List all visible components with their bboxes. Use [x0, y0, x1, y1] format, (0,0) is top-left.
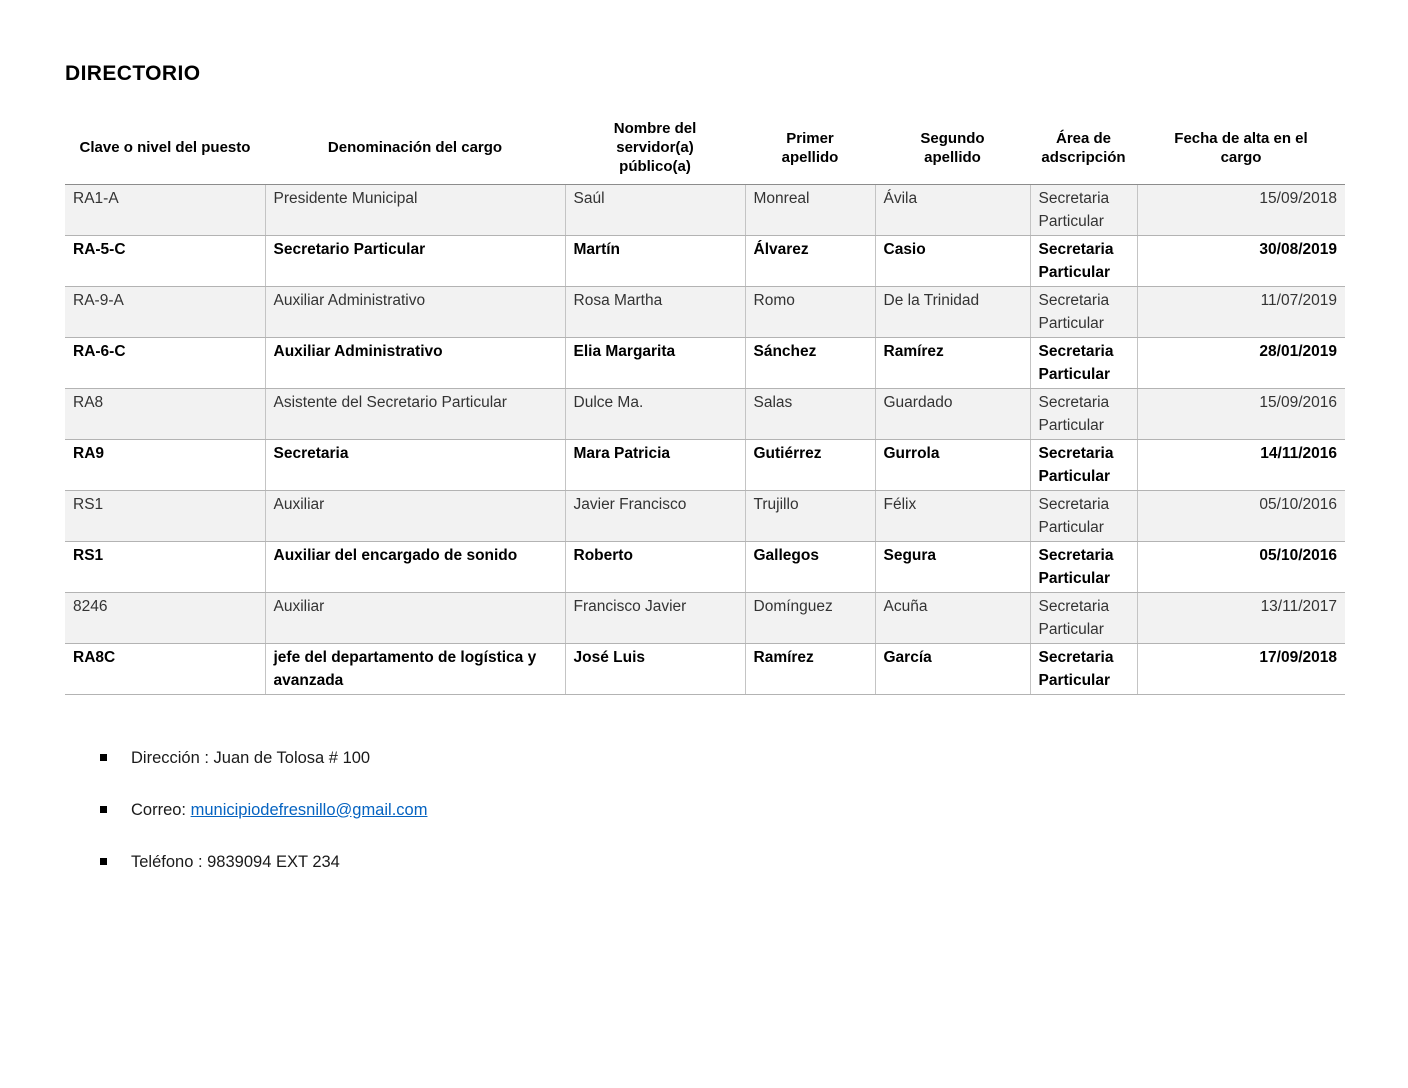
square-bullet-icon: [100, 858, 107, 865]
column-header-segundo: Segundo apellido: [875, 112, 1030, 184]
phone-text: Teléfono : 9839094 EXT 234: [131, 852, 340, 871]
square-bullet-icon: [100, 806, 107, 813]
column-header-nombre: Nombre del servidor(a) público(a): [565, 112, 745, 184]
table-row: [65, 337, 1345, 388]
cell-clave: RA-6-C: [65, 337, 265, 388]
cell-cargo: Presidente Municipal: [265, 184, 565, 235]
cell-area: Secretaria Particular: [1030, 337, 1137, 388]
cell-primer: Ramírez: [745, 643, 875, 694]
cell-primer: Gallegos: [745, 541, 875, 592]
cell-nombre: Elia Margarita: [565, 337, 745, 388]
cell-nombre: Javier Francisco: [565, 490, 745, 541]
cell-area: Secretaria Particular: [1030, 184, 1137, 235]
cell-nombre: Francisco Javier: [565, 592, 745, 643]
cell-nombre: Saúl: [565, 184, 745, 235]
column-header-primer: Primer apellido: [745, 112, 875, 184]
cell-fecha: 13/11/2017: [1137, 592, 1345, 643]
email-label: Correo:: [131, 800, 191, 819]
list-item-email: [100, 799, 1345, 821]
cell-segundo: De la Trinidad: [875, 286, 1030, 337]
column-header-clave: Clave o nivel del puesto: [65, 112, 265, 184]
cell-segundo: García: [875, 643, 1030, 694]
cell-clave: RA8: [65, 388, 265, 439]
cell-cargo: Secretaria: [265, 439, 565, 490]
cell-nombre: José Luis: [565, 643, 745, 694]
column-header-area: Área de adscripción: [1030, 112, 1137, 184]
directory-table-body: [65, 184, 1345, 694]
table-row: [65, 592, 1345, 643]
cell-fecha: 05/10/2016: [1137, 541, 1345, 592]
column-header-fecha: Fecha de alta en el cargo: [1137, 112, 1345, 184]
cell-nombre: Mara Patricia: [565, 439, 745, 490]
cell-segundo: Félix: [875, 490, 1030, 541]
cell-fecha: 15/09/2016: [1137, 388, 1345, 439]
list-item-phone: [100, 851, 1345, 873]
list-item-address: [100, 747, 1345, 769]
cell-primer: Sánchez: [745, 337, 875, 388]
cell-segundo: Ramírez: [875, 337, 1030, 388]
cell-cargo: Auxiliar Administrativo: [265, 286, 565, 337]
table-row: [65, 388, 1345, 439]
column-header-cargo: Denominación del cargo: [265, 112, 565, 184]
cell-cargo: Auxiliar Administrativo: [265, 337, 565, 388]
cell-area: Secretaria Particular: [1030, 235, 1137, 286]
cell-primer: Trujillo: [745, 490, 875, 541]
directory-table: [65, 112, 1345, 695]
cell-nombre: Dulce Ma.: [565, 388, 745, 439]
cell-clave: RS1: [65, 490, 265, 541]
table-row: [65, 541, 1345, 592]
email-link[interactable]: municipiodefresnillo@gmail.com: [190, 800, 428, 819]
square-bullet-icon: [100, 754, 107, 761]
cell-fecha: 05/10/2016: [1137, 490, 1345, 541]
cell-area: Secretaria Particular: [1030, 286, 1137, 337]
table-row: [65, 184, 1345, 235]
cell-primer: Gutiérrez: [745, 439, 875, 490]
cell-area: Secretaria Particular: [1030, 490, 1137, 541]
table-row: [65, 286, 1345, 337]
table-row: [65, 439, 1345, 490]
cell-fecha: 14/11/2016: [1137, 439, 1345, 490]
cell-fecha: 11/07/2019: [1137, 286, 1345, 337]
cell-area: Secretaria Particular: [1030, 439, 1137, 490]
cell-clave: RA9: [65, 439, 265, 490]
cell-cargo: Auxiliar: [265, 592, 565, 643]
cell-nombre: Rosa Martha: [565, 286, 745, 337]
cell-cargo: Auxiliar: [265, 490, 565, 541]
cell-segundo: Ávila: [875, 184, 1030, 235]
cell-area: Secretaria Particular: [1030, 541, 1137, 592]
cell-primer: Domínguez: [745, 592, 875, 643]
cell-cargo: Secretario Particular: [265, 235, 565, 286]
cell-primer: Álvarez: [745, 235, 875, 286]
cell-segundo: Acuña: [875, 592, 1030, 643]
cell-primer: Salas: [745, 388, 875, 439]
cell-area: Secretaria Particular: [1030, 388, 1137, 439]
cell-segundo: Gurrola: [875, 439, 1030, 490]
cell-primer: Monreal: [745, 184, 875, 235]
page-title: DIRECTORIO: [65, 62, 201, 85]
cell-segundo: Segura: [875, 541, 1030, 592]
email-line: [131, 799, 427, 821]
cell-area: Secretaria Particular: [1030, 643, 1137, 694]
table-row: [65, 643, 1345, 694]
address-text: Dirección : Juan de Tolosa # 100: [131, 748, 371, 767]
cell-cargo: Auxiliar del encargado de sonido: [265, 541, 565, 592]
cell-clave: 8246: [65, 592, 265, 643]
cell-cargo: jefe del departamento de logística y avanzada: [265, 643, 565, 694]
table-header: [65, 112, 1345, 184]
cell-nombre: Martín: [565, 235, 745, 286]
cell-fecha: 28/01/2019: [1137, 337, 1345, 388]
cell-fecha: 15/09/2018: [1137, 184, 1345, 235]
table-row: [65, 490, 1345, 541]
contact-info: [65, 747, 1345, 873]
cell-nombre: Roberto: [565, 541, 745, 592]
cell-primer: Romo: [745, 286, 875, 337]
cell-clave: RA-9-A: [65, 286, 265, 337]
table-row: [65, 235, 1345, 286]
cell-segundo: Guardado: [875, 388, 1030, 439]
cell-area: Secretaria Particular: [1030, 592, 1137, 643]
cell-clave: RA-5-C: [65, 235, 265, 286]
cell-clave: RA8C: [65, 643, 265, 694]
cell-cargo: Asistente del Secretario Particular: [265, 388, 565, 439]
cell-clave: RS1: [65, 541, 265, 592]
cell-clave: RA1-A: [65, 184, 265, 235]
cell-fecha: 17/09/2018: [1137, 643, 1345, 694]
cell-fecha: 30/08/2019: [1137, 235, 1345, 286]
cell-segundo: Casio: [875, 235, 1030, 286]
